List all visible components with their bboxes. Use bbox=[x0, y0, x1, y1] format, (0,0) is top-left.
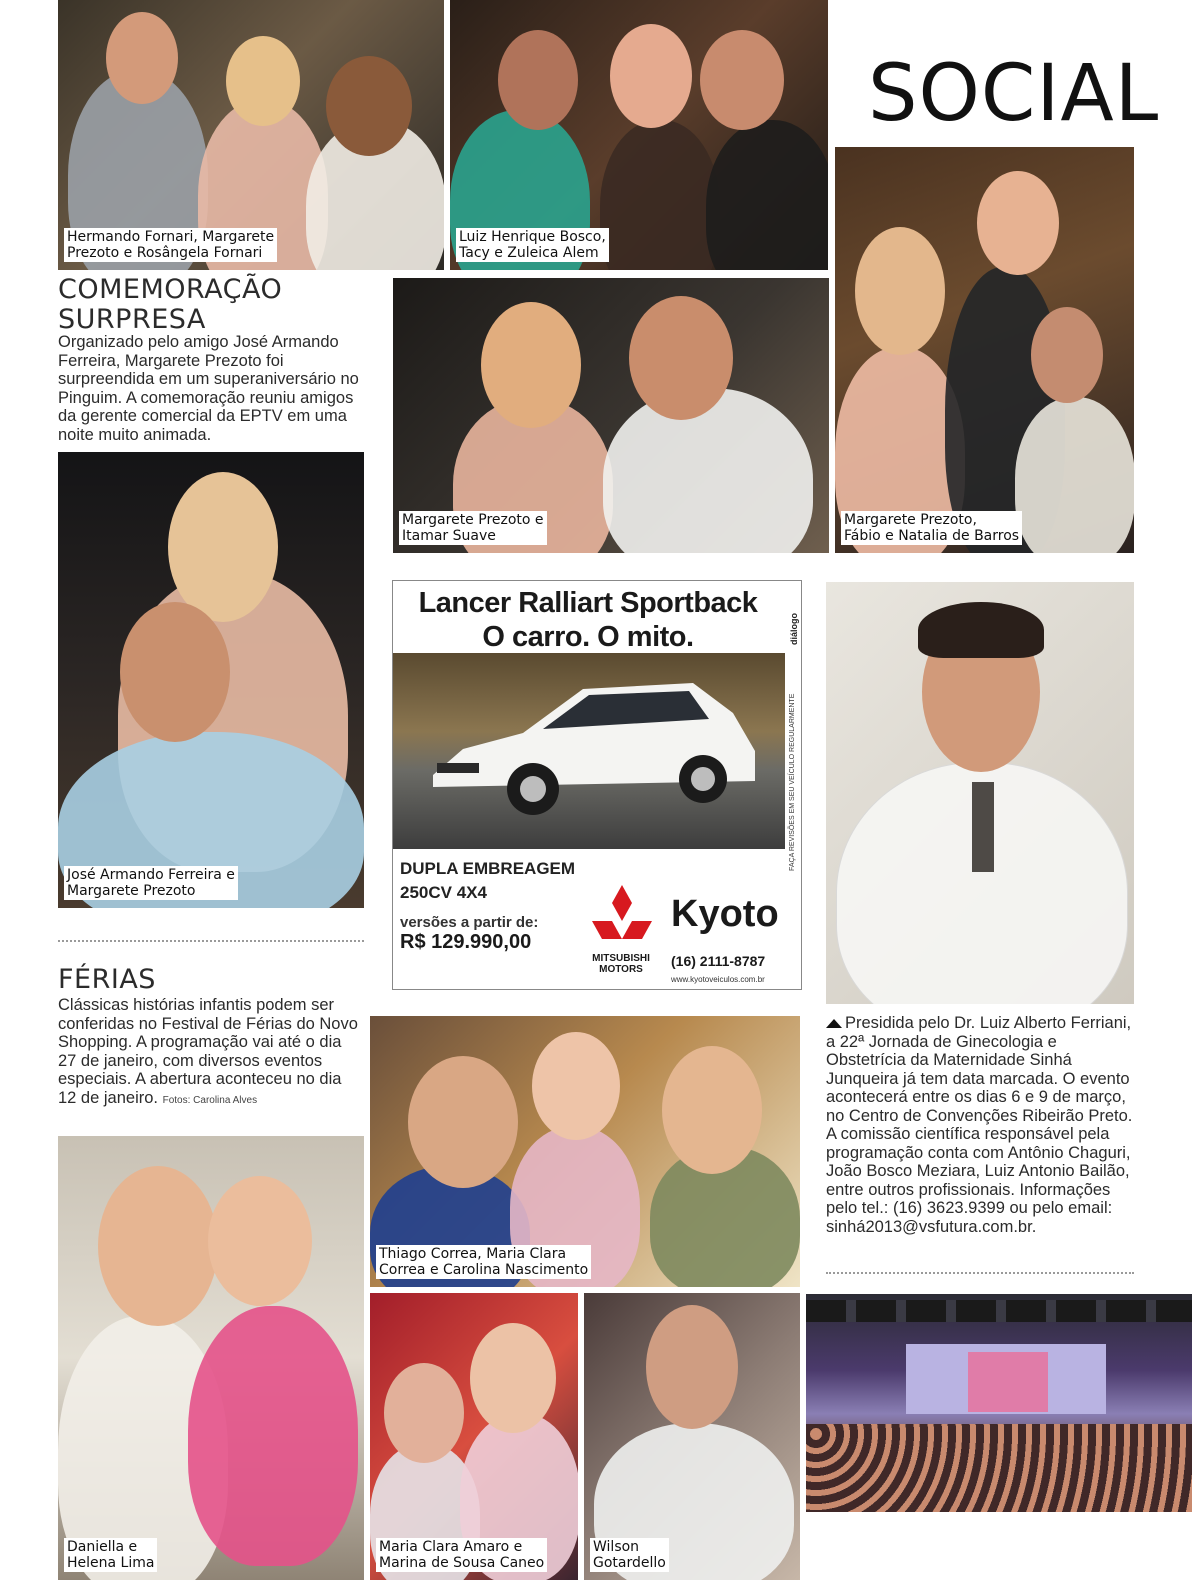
photo-correa-nascimento bbox=[370, 1016, 800, 1287]
ad-feature-clutch: DUPLA EMBREAGEM bbox=[400, 859, 576, 878]
page-title: SOCIAL bbox=[868, 49, 1160, 139]
jornada-body: Presidida pelo Dr. Luiz Alberto Ferriani, a 22ª Jornada de Ginecologia e Obstetrícia da Maternidade Sinhá Junqueira já tem data marcada. O evento acontecerá entre os dias 6 e 9 de março, no Centro de Convenções Ribeirão Preto. A comissão científica responsável pela programação conta com Antônio Chaguri, João Bosco Meziara, Luiz Antonio Bailão, entre outros profissionais. Informações pelo tel.: (16) 3623.9399 ou pelo email: sinhá2013@vsfutura.com.br. bbox=[826, 1014, 1133, 1236]
car-icon bbox=[393, 653, 785, 849]
ferias-body: Clássicas histórias infantis podem ser conferidas no Festival de Férias do Novo Shopping. A programação vai até o dia 27 de janeiro, com diversos eventos especiais. A abertura aconteceu no dia 12 de janeiro. Fotos: Carolina Alves bbox=[58, 996, 358, 1107]
photo-prezoto-suave bbox=[393, 278, 829, 553]
photo-daniella-helena bbox=[58, 1136, 364, 1580]
section-title-comemoracao: COMEMORAÇÃO SURPRESA bbox=[58, 274, 283, 335]
photo-festival-stage bbox=[806, 1294, 1192, 1512]
photo-dr-ferriani bbox=[826, 582, 1134, 1004]
photo-caption: Margarete Prezoto e Itamar Suave bbox=[399, 511, 547, 545]
ad-agency: diálogo bbox=[789, 613, 799, 645]
advertisement[interactable] bbox=[392, 580, 802, 990]
photo-ferreira-prezoto bbox=[58, 452, 364, 908]
photo-bosco-alem bbox=[450, 0, 828, 270]
comemoracao-body: Organizado pelo amigo José Armando Ferreira, Margarete Prezoto foi surpreendida em um superaniversário no Pinguim. A comemoração reuniu amigos da gerente comercial da EPTV em uma noite muito animada. bbox=[58, 333, 359, 444]
photo-caption: Thiago Correa, Maria Clara Correa e Carolina Nascimento bbox=[376, 1245, 591, 1279]
photo-caption: Wilson Gotardello bbox=[590, 1538, 669, 1572]
ad-car-image bbox=[393, 653, 785, 849]
photo-caption: Daniella e Helena Lima bbox=[64, 1538, 157, 1572]
photo-credit: Fotos: Carolina Alves bbox=[162, 1094, 258, 1106]
ad-feature-power: 250CV 4X4 bbox=[400, 883, 487, 902]
ad-website[interactable]: www.kyotoveiculos.com.br bbox=[671, 975, 765, 984]
arrow-up-icon bbox=[826, 1019, 842, 1028]
ad-disclaimer: FAÇA REVISÕES EM SEU VEÍCULO REGULARMENTE bbox=[789, 693, 796, 871]
ad-price: R$ 129.990,00 bbox=[400, 931, 532, 953]
photo-prezoto-barros bbox=[835, 147, 1134, 553]
photo-caption: Luiz Henrique Bosco, Tacy e Zuleica Alem bbox=[456, 228, 609, 262]
divider bbox=[826, 1272, 1134, 1274]
photo-caption: Margarete Prezoto, Fábio e Natalia de Barros bbox=[841, 511, 1022, 545]
mitsubishi-logo-icon bbox=[591, 883, 653, 947]
ad-subheadline: O carro. O mito. bbox=[482, 621, 694, 653]
ad-brand: Kyoto bbox=[671, 893, 779, 935]
ad-phone: (16) 2111-8787 bbox=[671, 953, 766, 969]
photo-fornari-prezoto bbox=[58, 0, 444, 270]
divider bbox=[58, 940, 364, 942]
photo-caption: Maria Clara Amaro e Marina de Sousa Caneo bbox=[376, 1538, 547, 1572]
photo-caption: Hermando Fornari, Margarete Prezoto e Rosângela Fornari bbox=[64, 228, 277, 262]
ad-maker: MITSUBISHI MOTORS bbox=[592, 953, 650, 975]
photo-caption: José Armando Ferreira e Margarete Prezoto bbox=[64, 866, 238, 900]
ad-headline: Lancer Ralliart Sportback bbox=[418, 587, 758, 619]
photo-amaro-caneo bbox=[370, 1293, 578, 1580]
section-title-ferias: FÉRIAS bbox=[58, 964, 156, 995]
photo-gotardello bbox=[584, 1293, 800, 1580]
ad-price-label: versões a partir de: bbox=[400, 914, 539, 931]
